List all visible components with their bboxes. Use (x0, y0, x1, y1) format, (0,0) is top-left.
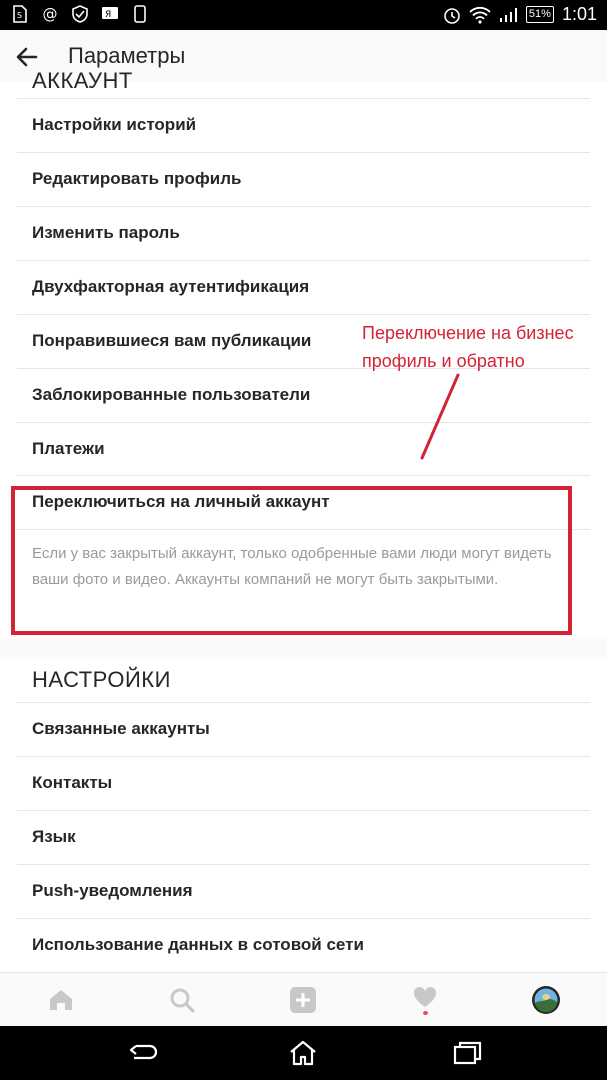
svg-text:Я: Я (105, 10, 112, 20)
menu-item-change-password[interactable] (17, 206, 590, 260)
tab-profile[interactable] (531, 985, 561, 1015)
menu-item-label: Платежи (32, 439, 105, 458)
status-left-icons (10, 4, 150, 24)
section-divider (0, 639, 607, 659)
menu-item-language[interactable] (17, 810, 590, 864)
recents-nav-icon (450, 1038, 484, 1068)
annotation-line-1: Переключение на бизнес (362, 323, 574, 343)
nav-recents-button[interactable] (450, 1038, 484, 1068)
menu-item-label: Заблокированные пользователи (32, 385, 311, 404)
sim-icon (10, 4, 30, 24)
home-icon (48, 988, 74, 1012)
tab-home[interactable] (46, 985, 76, 1015)
menu-item-label: Push-уведомления (32, 881, 193, 900)
menu-item-edit-profile[interactable] (17, 152, 590, 206)
vpn-icon (70, 4, 90, 24)
menu-item-cellular-data[interactable] (17, 918, 590, 972)
switch-description: Если у вас закрытый аккаунт, только одобренные вами люди могут видеть ваши фото и видео. Аккаунты компаний не могут быть закрытыми. (32, 545, 552, 588)
search-icon (169, 987, 195, 1013)
annotation-arrow (410, 370, 470, 465)
menu-item-contacts[interactable] (17, 756, 590, 810)
menu-item-two-factor[interactable] (17, 260, 590, 314)
highlight-box (11, 486, 572, 635)
nav-home-button[interactable] (286, 1038, 320, 1068)
annotation-line-2: профиль и обратно (362, 351, 525, 371)
notification-icon (100, 4, 120, 24)
menu-item-push-notifications[interactable] (17, 864, 590, 918)
activity-dot (423, 1011, 428, 1015)
add-icon (289, 986, 317, 1014)
menu-item-blocked-users[interactable] (17, 368, 590, 422)
bottom-tab-bar (0, 972, 607, 1026)
wifi-icon (470, 5, 490, 25)
menu-item-label: Использование данных в сотовой сети (32, 935, 364, 954)
menu-item-payments[interactable] (17, 422, 590, 476)
menu-item-label: Настройки историй (32, 115, 197, 134)
menu-item-label: Изменить пароль (32, 223, 180, 242)
profile-avatar (531, 985, 561, 1015)
tab-activity[interactable] (410, 985, 440, 1015)
menu-item-label: Язык (32, 827, 76, 846)
tab-search[interactable] (167, 985, 197, 1015)
menu-item-label: Переключиться на личный аккаунт (32, 492, 330, 511)
annotation-text (362, 319, 607, 375)
menu-item-linked-accounts[interactable] (17, 702, 590, 756)
menu-item-label: Редактировать профиль (32, 169, 242, 188)
heart-icon (412, 985, 438, 1009)
phone-icon (130, 4, 150, 24)
home-nav-icon (286, 1038, 320, 1068)
menu-item-label: Контакты (32, 773, 113, 792)
menu-item-story-settings[interactable] (17, 98, 590, 152)
alarm-icon (442, 5, 462, 25)
page-title: Параметры (68, 43, 186, 68)
nav-back-button[interactable] (126, 1038, 160, 1068)
menu-item-label: Связанные аккаунты (32, 719, 210, 738)
status-bar (0, 0, 607, 30)
system-nav-bar (0, 1026, 607, 1080)
status-right (442, 4, 597, 25)
menu-item-label: Двухфакторная аутентификация (32, 277, 310, 296)
menu-item-label: Понравившиеся вам публикации (32, 331, 312, 350)
tab-add[interactable] (288, 985, 318, 1015)
signal-icon (498, 5, 518, 25)
at-icon: @ (42, 5, 58, 23)
back-nav-icon (126, 1038, 160, 1068)
account-section-title: АККАУНТ (32, 68, 133, 93)
battery-indicator: 51% (526, 6, 554, 23)
status-clock: 1:01 (561, 4, 597, 24)
svg-text:S: S (17, 11, 23, 20)
settings-section-title: НАСТРОЙКИ (32, 667, 171, 692)
